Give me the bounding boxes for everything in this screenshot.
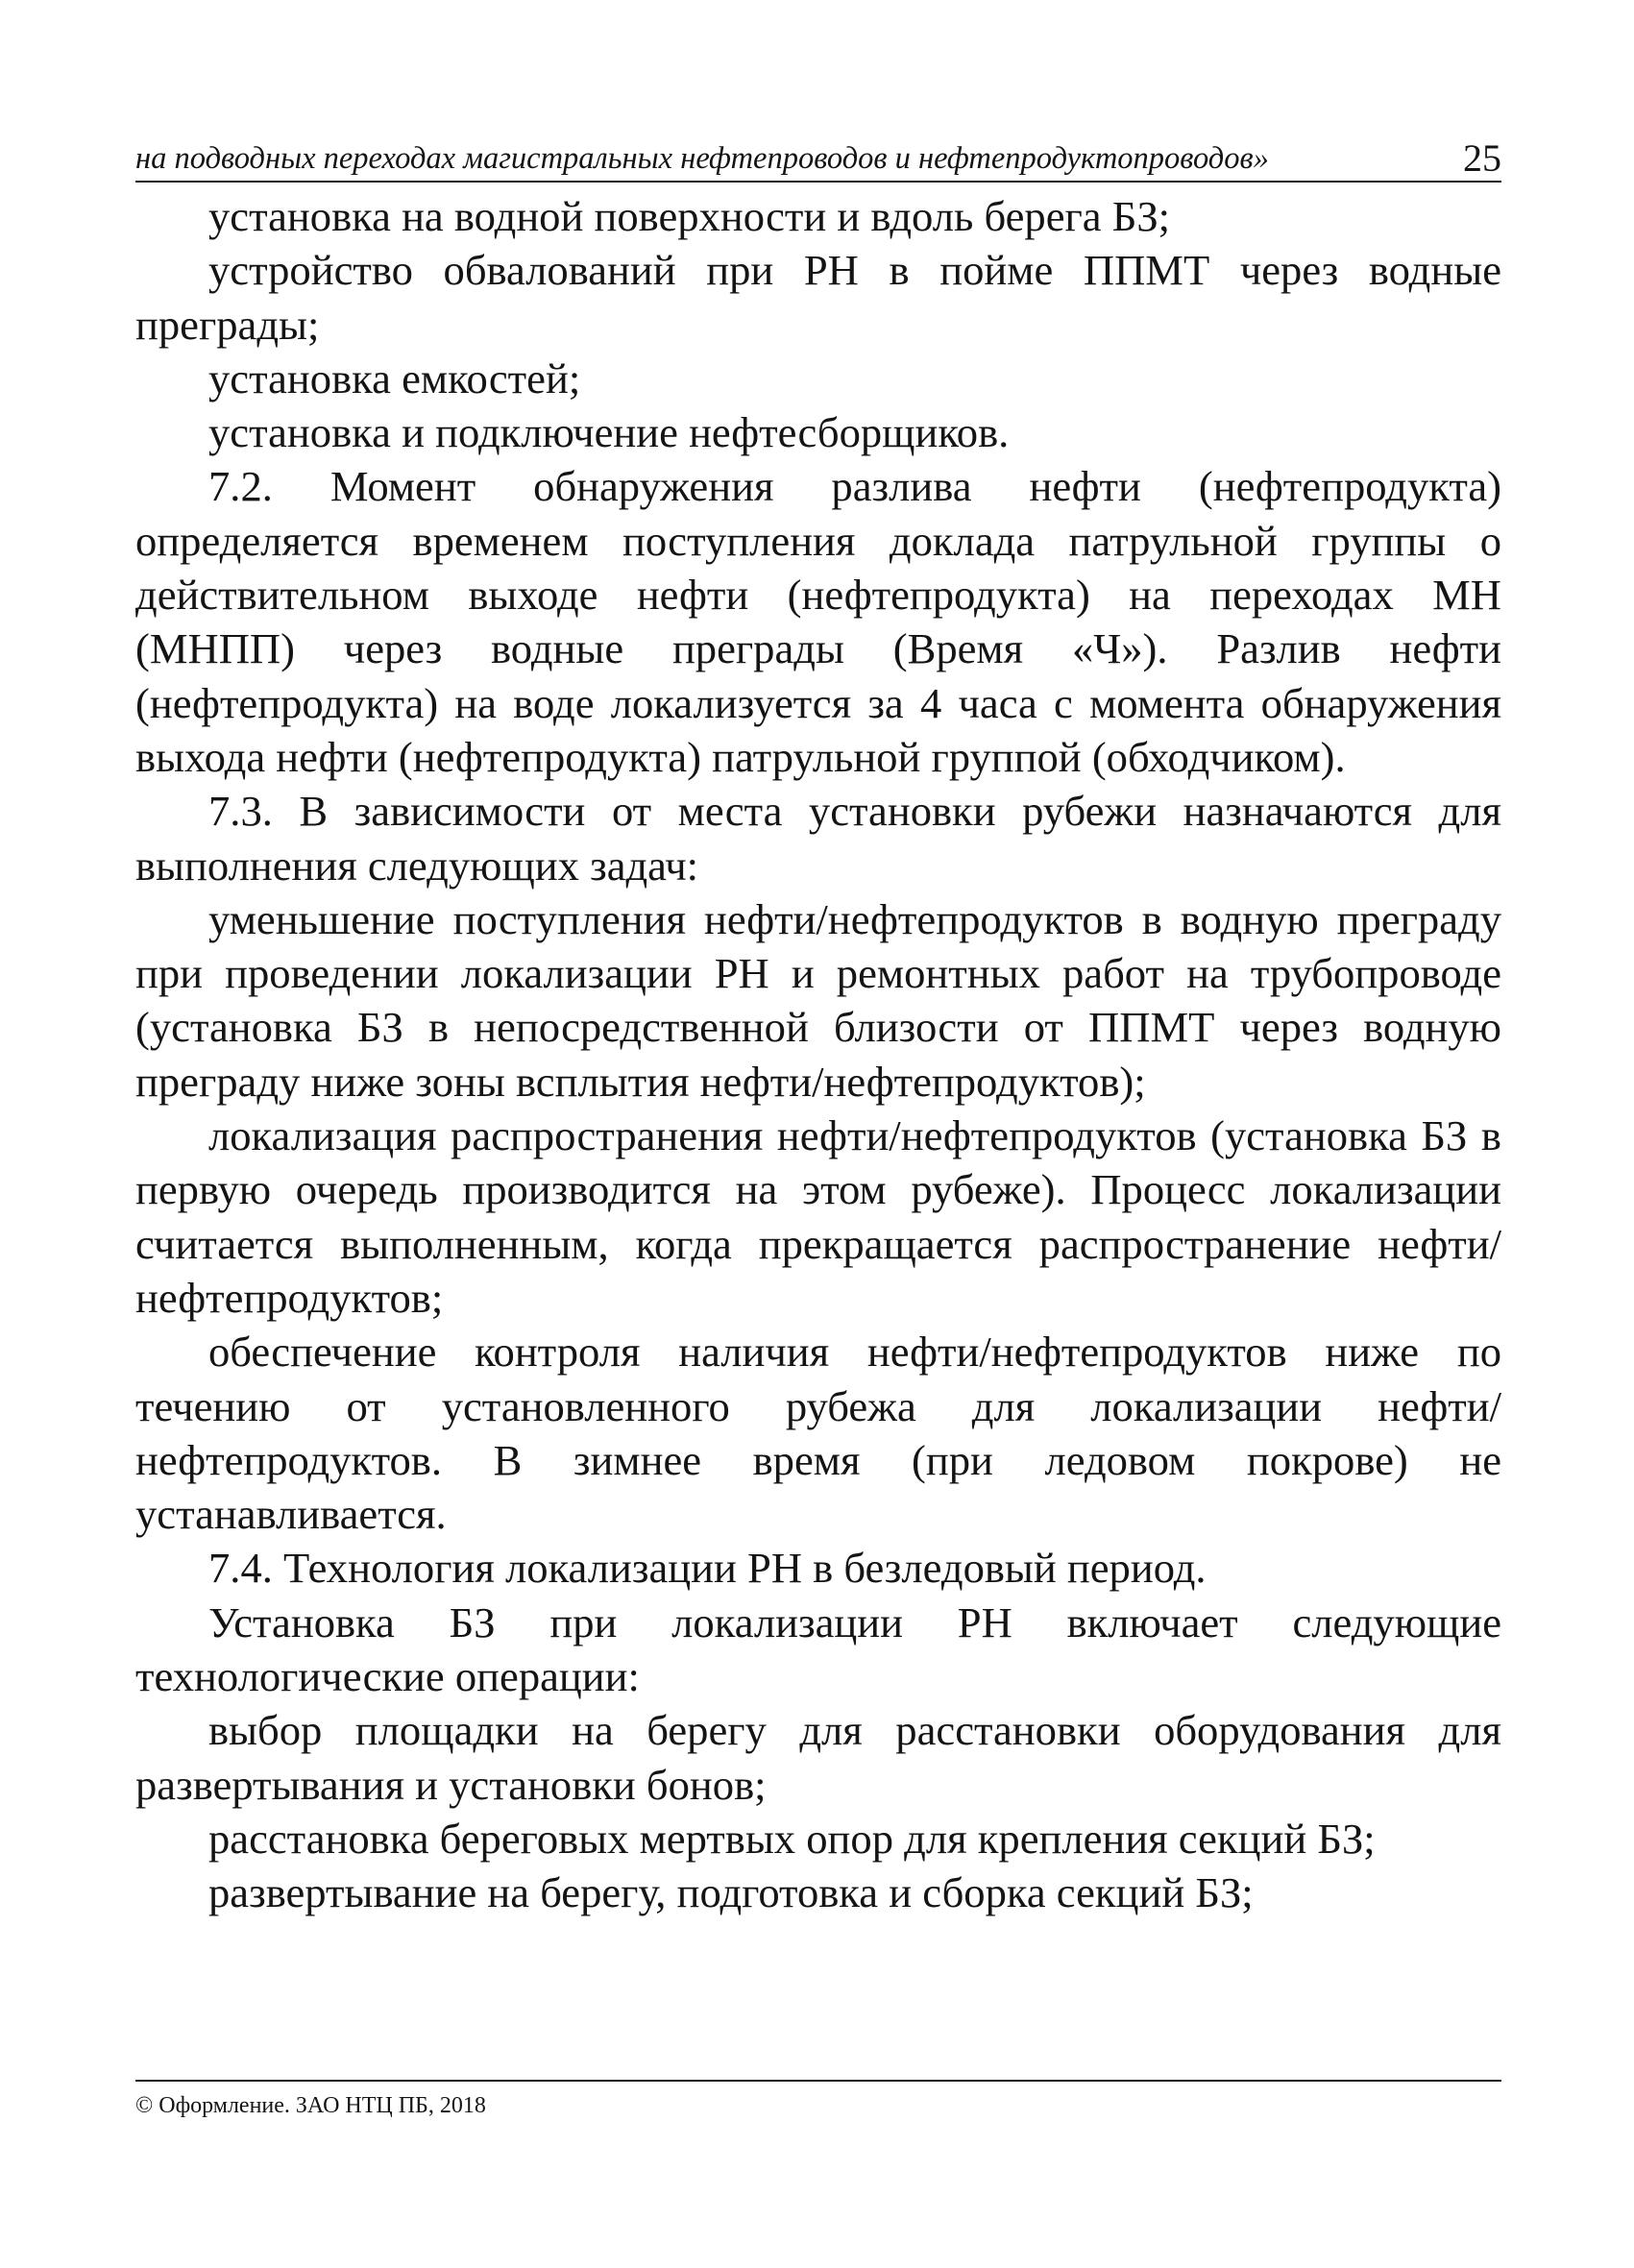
copyright-notice: © Оформление. ЗАО НТЦ ПБ, 2018	[135, 2093, 486, 2118]
paragraph: установка на водной поверхности и вдоль берега БЗ;	[208, 192, 1171, 240]
paragraph: выбор площадки на берегу для расстановки оборудования для развертывания и установки бонов;	[135, 1706, 1501, 1809]
page-footer	[135, 2080, 1501, 2118]
body-text	[135, 189, 1501, 1920]
running-title: на подводных переходах магистральных нефтепроводов и нефтепродуктопроводов»	[135, 141, 1269, 176]
paragraph: устройство обвалований при РН в пойме ППМТ через водные преграды;	[135, 246, 1501, 349]
paragraph: обеспечение контроля наличия нефти/нефтепродуктов ниже по течению от установленного рубежа для локализации нефти/нефтепродуктов. В зимнее время (при ледовом покрове) не устанавливается.	[135, 1328, 1501, 1539]
paragraph: Установка БЗ при локализации РН включает следующие технологические операции:	[135, 1597, 1501, 1701]
paragraph: 7.2. Момент обнаружения разлива нефти (нефтепродукта) определяется временем поступления доклада патрульной группы о действительном выходе нефти (нефтепродукта) на переходах МН (МНПП) через водные преграды (Время «Ч»). Разлив нефти (нефтепродукта) на воде локализуется за 4 часа с момента обнаружения выхода нефти (нефтепродукта) патрульной группой (обходчиком).	[135, 462, 1501, 781]
paragraph: установка и подключение нефтесборщиков.	[208, 408, 1010, 457]
paragraph: расстановка береговых мертвых опор для крепления секций БЗ;	[208, 1814, 1376, 1863]
paragraph: уменьшение поступления нефти/нефтепродуктов в водную преграду при проведении локализации РН и ремонтных работ на трубопроводе (установка БЗ в непосредственной близости от ППМТ через водную преграду ниже зоны всплытия нефти/нефтепродуктов);	[135, 894, 1501, 1106]
paragraph: установка емкостей;	[208, 354, 581, 402]
paragraph: развертывание на берегу, подготовка и сборка секций БЗ;	[208, 1868, 1254, 1917]
paragraph: локализация распространения нефти/нефтепродуктов (установка БЗ в первую очередь производится на этом рубеже). Процесс локализации считается выполненным, когда прекращается распространение нефти/нефтепродуктов;	[135, 1111, 1501, 1322]
paragraph: 7.3. В зависимости от места установки рубежи назначаются для выполнения следующих задач:	[135, 787, 1501, 890]
running-header	[135, 134, 1501, 183]
page-number: 25	[1463, 136, 1501, 180]
paragraph: 7.4. Технология локализации РН в безледовый период.	[208, 1544, 1207, 1593]
